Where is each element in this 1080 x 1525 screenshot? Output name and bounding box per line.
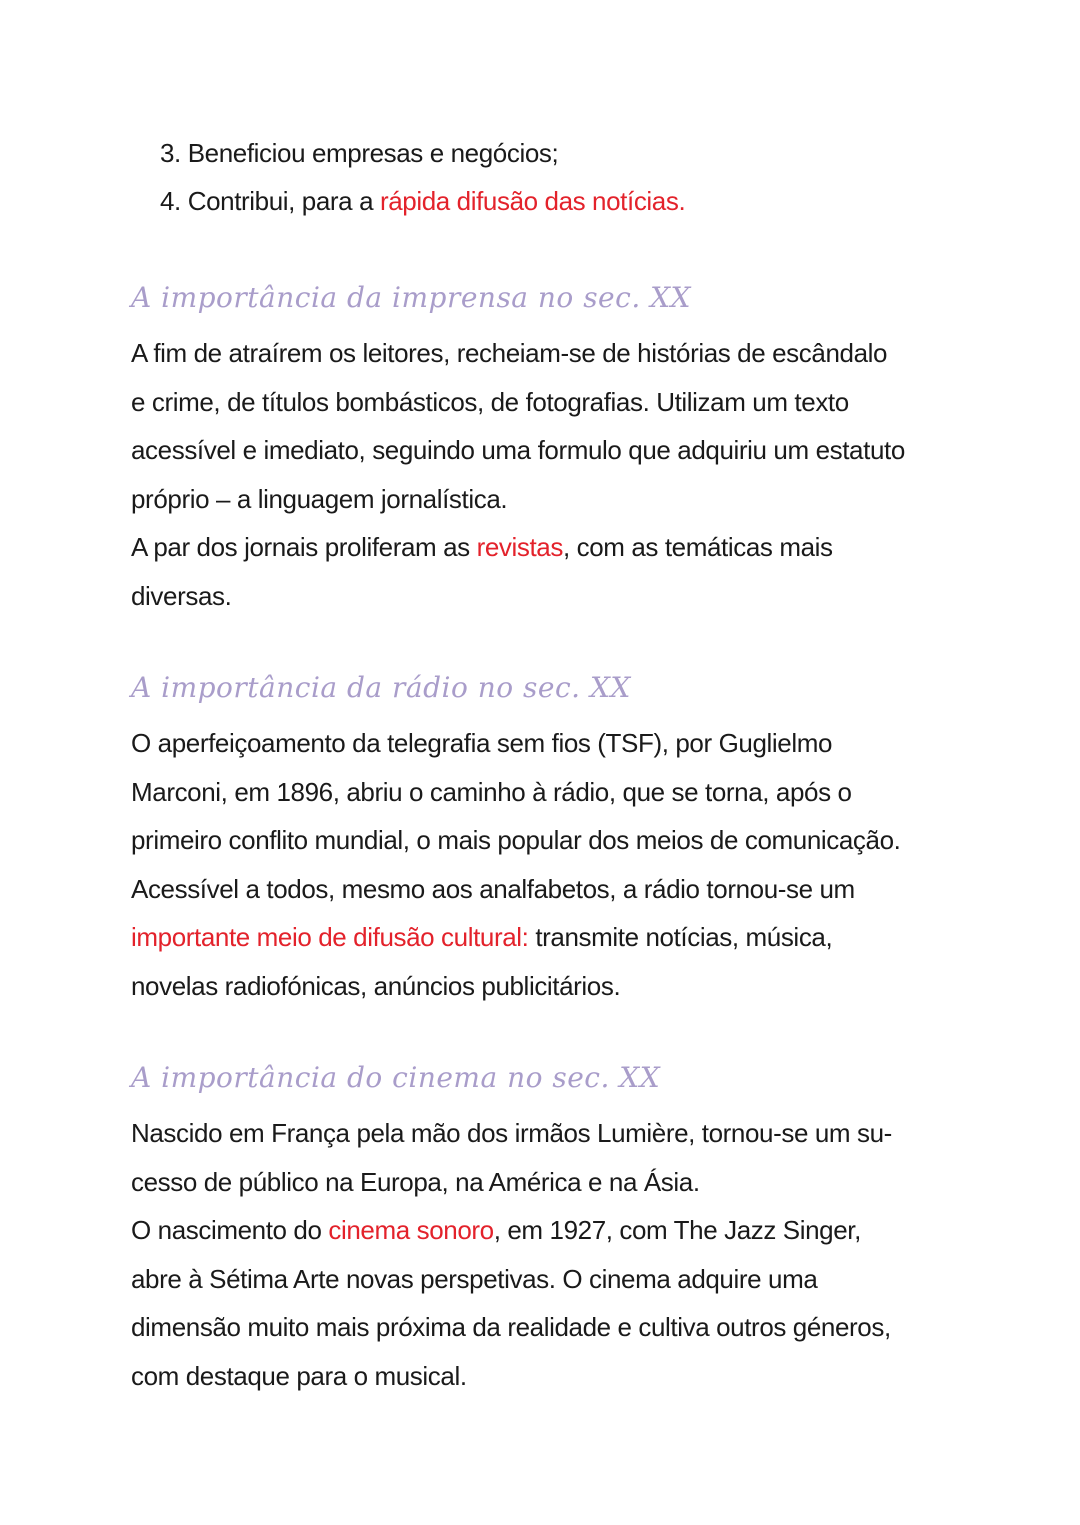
text-line — [131, 385, 849, 419]
text-line — [131, 482, 507, 516]
text-line — [131, 726, 832, 760]
text-segment: Marconi, em 1896, abriu o caminho à rádio, que se torna, após o — [131, 776, 852, 807]
text-segment: próprio – a linguagem jornalística. — [131, 483, 508, 514]
text-line — [131, 872, 855, 906]
text-segment: primeiro conflito mundial, o mais popular dos meios de comunicação. — [131, 825, 901, 856]
text-segment: transmite notícias, música, — [528, 922, 833, 953]
text-segment: A fim de atraírem os leitores, recheiam-se de histórias de escândalo — [131, 338, 888, 368]
text-segment: dimensão muito mais próxima da realidade e cultiva outros géneros, — [131, 1312, 891, 1343]
section-heading: A importância da imprensa no sec. XX — [131, 281, 691, 314]
text-line — [131, 579, 231, 613]
text-line — [131, 1359, 467, 1393]
text-line — [131, 336, 887, 370]
text-segment: novelas radiofónicas, anúncios publicitários. — [131, 971, 621, 1001]
text-segment: e crime, de títulos bombásticos, de fotografias. Utilizam um texto — [131, 386, 849, 417]
text-line — [131, 1262, 817, 1296]
text-segment: cesso de público na Europa, na América e na Ásia. — [131, 1166, 700, 1197]
section-heading: A importância do cinema no sec. XX — [131, 1061, 661, 1094]
text-line — [131, 1116, 892, 1150]
text-line — [131, 530, 833, 564]
text-segment: O aperfeiçoamento da telegrafia sem fios (TSF), por Guglielmo — [131, 728, 833, 758]
text-line — [131, 775, 852, 809]
text-segment: 4. Contribui, para a — [160, 186, 380, 216]
text-segment: Acessível a todos, mesmo aos analfabetos, a rádio tornou-se um — [131, 873, 855, 904]
list-item — [160, 136, 558, 170]
text-line — [131, 433, 905, 467]
text-segment: com destaque para o musical. — [131, 1361, 467, 1391]
text-line — [131, 1310, 891, 1344]
highlighted-text: revistas — [476, 532, 563, 563]
highlighted-text: rápida difusão das notícias. — [379, 186, 686, 216]
text-line — [131, 920, 832, 954]
text-segment: , com as temáticas mais — [562, 532, 833, 563]
text-segment: 3. Beneficiou empresas e negócios; — [160, 138, 559, 168]
text-line — [131, 969, 620, 1003]
text-segment: acessível e imediato, seguindo uma formulo que adquiriu um estatuto — [131, 435, 905, 466]
text-line — [131, 1213, 861, 1247]
highlighted-text: cinema sonoro — [328, 1215, 494, 1246]
text-segment: Nascido em França pela mão dos irmãos Lumière, tornou-se um su- — [131, 1118, 892, 1148]
text-segment: diversas. — [131, 581, 232, 611]
highlighted-text: importante meio de difusão cultural: — [131, 922, 529, 953]
text-segment: A par dos jornais proliferam as — [131, 532, 477, 563]
text-line — [131, 823, 900, 857]
text-segment: , em 1927, com The Jazz Singer, — [493, 1215, 861, 1246]
list-item — [160, 184, 685, 218]
section-heading: A importância da rádio no sec. XX — [131, 671, 631, 704]
text-line — [131, 1165, 700, 1199]
text-segment: O nascimento do — [131, 1215, 329, 1246]
text-segment: abre à Sétima Arte novas perspetivas. O cinema adquire uma — [131, 1263, 818, 1294]
